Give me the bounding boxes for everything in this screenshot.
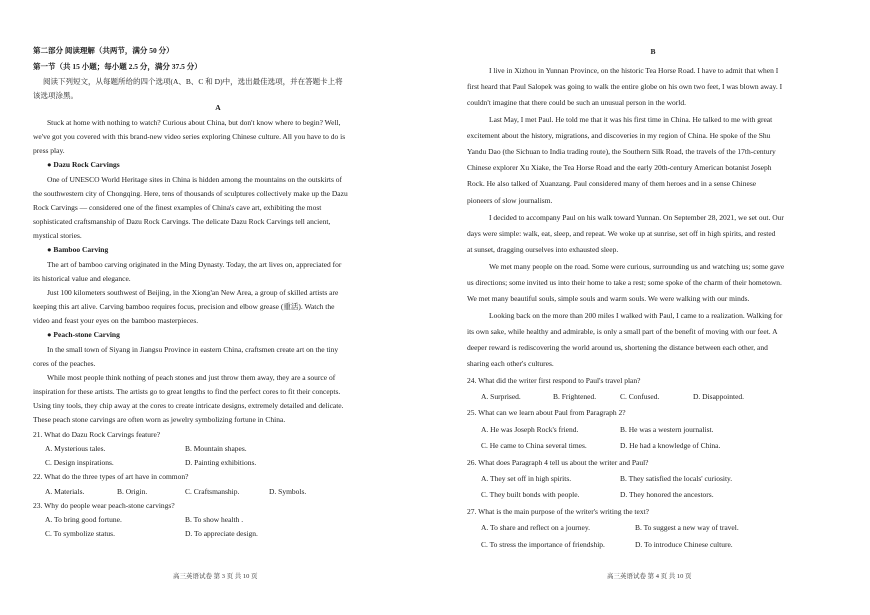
option-c[interactable]: C. They built bonds with people. [481,490,580,499]
passage-line: excitement about the history, migrations, and discoveries in my region of China. He spoke of the Shu [467,131,771,140]
option-d[interactable]: D. They honored the ancestors. [620,490,714,499]
question-stem: 24. What did the writer first respond to Paul's travel plan? [467,376,641,385]
passage-line: Yandu Dao (the Sichuan to India trading route), the Southern Silk Road, the travels of the 17th-century [467,147,776,156]
passage-line: We met many people on the road. Some were curious, surrounding us and watching us; some gave [489,262,785,271]
passage-line: video and feast your eyes on the bamboo masterpieces. [33,316,199,325]
section-heading: 第二部分 阅读理解（共两节，满分 50 分） [33,46,174,55]
option-c[interactable]: C. Confused. [620,392,660,401]
passage-line: at sunset, dragging ourselves into exhausted sleep. [467,245,619,254]
heading-dazu: ● Dazu Rock Carvings [47,160,120,169]
passage-line: mystical stories. [33,231,82,240]
passage-line: Chinese explorer Xu Xiake, the Tea Horse Road and the early 20th-century American botanist Joseph [467,163,772,172]
passage-line: These peach stone carvings are often worn as jewelry symbolizing fortune in China. [33,415,286,424]
option-a[interactable]: A. Surprised. [481,392,521,401]
option-a[interactable]: A. He was Joseph Rock's friend. [481,425,579,434]
option-d[interactable]: D. Painting exhibitions. [185,458,257,467]
passage-line: cores of the peaches. [33,359,96,368]
page-footer: 高三英语试卷 第 4 页 共 10 页 [607,573,692,580]
option-a[interactable]: A. Materials. [45,487,85,496]
option-b[interactable]: B. Frightened. [553,392,597,401]
passage-line: us directions; some invited us into their home to take a rest; some spoke of the charm of their hometown. [467,278,782,287]
passage-line: Just 100 kilometers southwest of Beijing, in the Xiong'an New Area, a group of skilled artists are [47,288,339,297]
passage-line: One of UNESCO World Heritage sites in China is hidden among the mountains on the outskirts of [47,175,343,184]
question-stem: 26. What does Paragraph 4 tell us about the writer and Paul? [467,458,649,467]
option-b[interactable]: B. To suggest a new way of travel. [635,523,739,532]
page-footer: 高三英语试卷 第 3 页 共 10 页 [173,573,258,580]
passage-line: the southwestern city of Chongqing. Here, tens of thousands of sculptures collectively make up the Dazu [33,189,348,198]
heading-bamboo: ● Bamboo Carving [47,245,109,254]
passage-line: Rock Carvings — considered one of the finest examples of China's cave art, exhibiting the most [33,203,322,212]
option-b[interactable]: B. He was a western journalist. [620,425,714,434]
passage-line: Looking back on the more than 200 miles I walked with Paul, I came to a realization. Walking for [489,311,783,320]
passage-line: first heard that Paul Salopek was going to walk the entire globe on his own two feet, I was blown away. I [467,82,783,91]
option-c[interactable]: C. To symbolize status. [45,529,115,538]
question-stem: 25. What can we learn about Paul from Paragraph 2? [467,408,626,417]
heading-peach: ● Peach-stone Carving [47,330,120,339]
passage-line: We met many beautiful souls, simple souls and warm souls. We were walking with our minds. [467,294,750,303]
passage-line: its historical value and elegance. [33,274,131,283]
passage-line: couldn't imagine that there could be such an unusual person in the world. [467,98,687,107]
question-stem: 27. What is the main purpose of the writer's writing the text? [467,507,650,516]
option-c[interactable]: C. Design inspirations. [45,458,114,467]
passage-line: In the small town of Siyang in Jiangsu Province in eastern China, craftsmen create art on the tiny [47,345,339,354]
option-d[interactable]: D. To introduce Chinese culture. [635,540,733,549]
option-a[interactable]: A. They set off in high spirits. [481,474,572,483]
option-b[interactable]: B. They satisfied the locals' curiosity. [620,474,733,483]
question-stem: 23. Why do people wear peach-stone carvings? [33,501,175,510]
passage-b-label: B [650,47,656,56]
passage-line: days were simple: walk, eat, sleep, and repeat. We woke up at sunrise, set off in high spirits, and rested [467,229,776,238]
option-d[interactable]: D. To appreciate design. [185,529,258,538]
passage-line: Rock. He also talked of Xuanzang. Paul considered many of them heroes and in a sense Chinese [467,179,757,188]
passage-line: Last May, I met Paul. He told me that it was his first time in China. He talked to me with great [489,115,773,124]
option-a[interactable]: A. To share and reflect on a journey. [481,523,591,532]
option-d[interactable]: D. Symbols. [269,487,307,496]
passage-line: Using tiny tools, they chip away at the cores to create intricate designs, extremely detailed and delicate. [33,401,344,410]
option-d[interactable]: D. He had a knowledge of China. [620,441,721,450]
question-stem: 22. What do the three types of art have in common? [33,472,189,481]
option-b[interactable]: B. To show health . [185,515,244,524]
option-a[interactable]: A. Mysterious tales. [45,444,106,453]
option-b[interactable]: B. Origin. [117,487,148,496]
passage-line: The art of bamboo carving originated in the Ming Dynasty. Today, the art lives on, appreciated for [47,260,342,269]
passage-line: inspiration for these artists. The artists go to great lengths to find the perfect cores to fit their concepts. [33,387,341,396]
instructions-line: 阅读下列短文，从每题所给的四个选项(A、B、C 和 D)中，选出最佳选项，并在答题卡上将 [43,77,343,86]
passage-line: its own sake, while healthy and admirable, is only a small part of the benefit of moving with our feet. A [467,327,778,336]
passage-line: Stuck at home with nothing to watch? Curious about China, but don't know where to begin? Well, [47,118,341,127]
instructions-line: 该选项涂黑。 [33,91,78,100]
option-b[interactable]: B. Mountain shapes. [185,444,247,453]
option-c[interactable]: C. Craftsmanship. [185,487,240,496]
passage-line: While most people think nothing of peach stones and just throw them away, they are a source of [47,373,336,382]
passage-line: we've got you covered with this brand-new video series exploring Chinese culture. All you have to do is [33,132,346,141]
subsection-heading: 第一节（共 15 小题；每小题 2.5 分，满分 37.5 分） [33,62,202,71]
passage-line: pioneers of slow journalism. [467,196,553,205]
passage-a-label: A [215,103,221,112]
option-d[interactable]: D. Disappointed. [693,392,745,401]
option-c[interactable]: C. He came to China several times. [481,441,587,450]
option-a[interactable]: A. To bring good fortune. [45,515,122,524]
question-stem: 21. What do Dazu Rock Carvings feature? [33,430,161,439]
passage-line: deeper reward is rediscovering the world around us, shortening the distance between each other, and [467,343,768,352]
passage-line: press play. [33,146,65,155]
passage-line: sharing each other's cultures. [467,359,554,368]
passage-line: keeping this art alive. Carving bamboo requires focus, precision and elbow grease (重活). Watch the [33,302,335,311]
option-c[interactable]: C. To stress the importance of friendship. [481,540,605,549]
passage-line: sophisticated craftsmanship of Dazu Rock Carvings. The delicate Dazu Rock Carvings tell ancient, [33,217,331,226]
passage-line: I decided to accompany Paul on his walk toward Yunnan. On September 28, 2021, we set out. Our [489,213,784,222]
passage-line: I live in Xizhou in Yunnan Province, on the historic Tea Horse Road. I have to admit that when I [489,66,779,75]
